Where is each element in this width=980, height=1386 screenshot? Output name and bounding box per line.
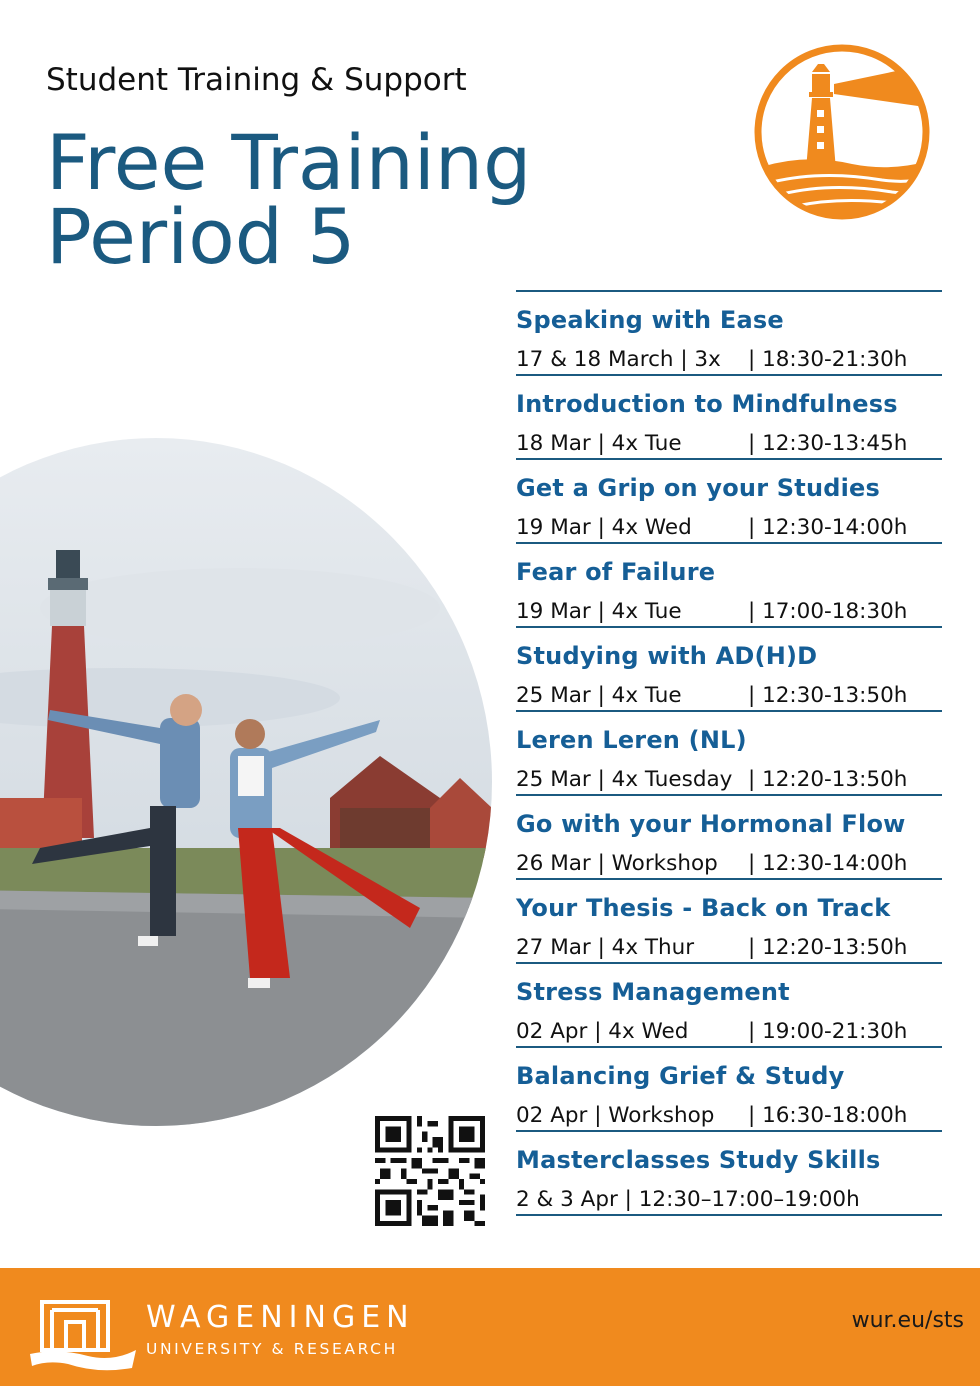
org-name: WAGENINGEN [146, 1300, 415, 1335]
course-title: Leren Leren (NL) [516, 726, 747, 754]
course-date: 25 Mar | 4x Tue [516, 683, 682, 708]
course-schedule [516, 1019, 907, 1044]
course-schedule [516, 515, 907, 540]
course-schedule [516, 431, 907, 456]
list-item [516, 796, 942, 880]
course-time: | 19:00-21:30h [748, 1019, 908, 1044]
list-item [516, 1048, 942, 1132]
course-date: 19 Mar | 4x Wed [516, 515, 692, 540]
course-schedule [516, 1103, 907, 1128]
page-subtitle: Student Training & Support [46, 62, 467, 98]
course-time: | 12:30-13:50h [748, 683, 908, 708]
course-date: 27 Mar | 4x Thur [516, 935, 695, 960]
course-time: | 12:20-13:50h [748, 935, 908, 960]
list-item [516, 712, 942, 796]
list-item [516, 964, 942, 1048]
course-date: 19 Mar | 4x Tue [516, 599, 682, 624]
website-link[interactable]: wur.eu/sts [851, 1308, 964, 1333]
lighthouse-logo-icon [752, 42, 932, 222]
course-schedule [516, 1187, 860, 1212]
course-title: Go with your Hormonal Flow [516, 810, 906, 838]
course-date: 26 Mar | Workshop [516, 851, 718, 876]
course-schedule [516, 851, 907, 876]
list-item [516, 628, 942, 712]
course-date: 17 & 18 March | 3x [516, 347, 721, 372]
course-date: 2 & 3 Apr | 12:30–17:00–19:00h [516, 1187, 860, 1212]
course-schedule [516, 683, 907, 708]
list-item [516, 376, 942, 460]
course-title: Stress Management [516, 978, 790, 1006]
course-title: Studying with AD(H)D [516, 642, 818, 670]
page-title [46, 118, 532, 281]
list-item [516, 460, 942, 544]
course-title: Masterclasses Study Skills [516, 1146, 881, 1174]
course-title: Speaking with Ease [516, 306, 784, 334]
course-title: Fear of Failure [516, 558, 716, 586]
course-time: | 12:20-13:50h [748, 767, 908, 792]
course-time: | 17:00-18:30h [748, 599, 908, 624]
course-date: 02 Apr | Workshop [516, 1103, 715, 1128]
course-schedule [516, 767, 907, 792]
course-date: 25 Mar | 4x Tuesday [516, 767, 733, 792]
course-date: 02 Apr | 4x Wed [516, 1019, 689, 1044]
course-date: 18 Mar | 4x Tue [516, 431, 682, 456]
course-schedule [516, 347, 907, 372]
list-item [516, 544, 942, 628]
org-subtitle: UNIVERSITY & RESEARCH [146, 1340, 398, 1358]
title-line-2: Period 5 [46, 192, 356, 281]
course-schedule [516, 935, 907, 960]
list-item [516, 292, 942, 376]
course-title: Get a Grip on your Studies [516, 474, 881, 502]
lighthouse-photo [0, 438, 492, 1126]
title-line-1: Free Training [46, 118, 532, 207]
course-schedule [516, 599, 907, 624]
list-item [516, 880, 942, 964]
course-list [516, 290, 942, 1216]
course-time: | 18:30-21:30h [748, 347, 908, 372]
course-time: | 12:30-13:45h [748, 431, 908, 456]
course-title: Balancing Grief & Study [516, 1062, 845, 1090]
course-time: | 12:30-14:00h [748, 515, 908, 540]
course-title: Introduction to Mindfulness [516, 390, 898, 418]
footer-bar [0, 1268, 980, 1386]
course-time: | 12:30-14:00h [748, 851, 908, 876]
list-item [516, 1132, 942, 1216]
course-title: Your Thesis - Back on Track [516, 894, 891, 922]
wur-logo-icon [28, 1298, 138, 1372]
course-time: | 16:30-18:00h [748, 1103, 908, 1128]
qr-code-icon[interactable] [375, 1116, 485, 1226]
